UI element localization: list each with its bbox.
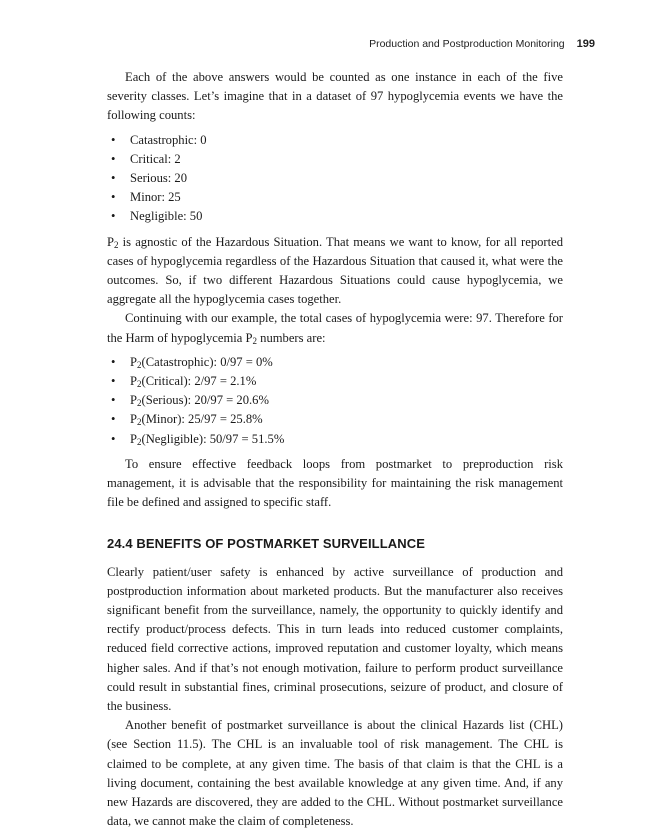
list-item: • $P_2(Negligible)$: 50/97 = 51.5% (107, 430, 563, 449)
list-item: • Minor: 25 (107, 188, 563, 207)
paragraph-intro: Each of the above answers would be counted as one instance in each of the five severity classes. Let’s imagine that in a dataset of 97 hypoglycemia events we have the following counts: (107, 70, 563, 123)
paragraph-chl: Another benefit of postmarket surveillance is about the clinical Hazards list (CHL) (see Section 11.5). The CHL is an invaluable tool of risk management. The CHL is claimed to be complete, at any given time. The basis of that claim is that the CHL is a living document, containing the best available knowledge at any given time. And, if any new Hazards are discovered, they are added to the CHL. Without postmarket surveillance data, we cannot make the claim of completeness. (107, 718, 563, 829)
body-text (107, 68, 563, 831)
running-header (369, 38, 595, 50)
list-item: • $P_2(Critical)$: 2/97 = 2.1% (107, 372, 563, 391)
page-number: 199 (576, 38, 595, 50)
list-item: • Critical: 2 (107, 150, 563, 169)
running-title: Production and Postproduction Monitoring (369, 38, 565, 50)
list-item: • Catastrophic: 0 (107, 131, 563, 150)
paragraph-continuing: Continuing with our example, the total cases of hypoglycemia were: 97. Therefore for the Harm of hypoglycemia $P_2$ numbers are: (107, 311, 563, 346)
paragraph-benefits: Clearly patient/user safety is enhanced by active surveillance of production and postproduction information about marketed products. But the manufacturer also receives significant benefit from the surveillance, namely, the opportunity to quickly identify and rectify product/process defects. This in turn leads into reduced customer complaints, reduced field corrective actions, improved reputation and customer loyalty, which means higher sales. And if that’s not enough motivation, failure to perform product surveillance could result in substantial fines, criminal prosecutions, seizure of product, and closure of the business. (107, 564, 563, 713)
paragraph-feedback-loops: To ensure effective feedback loops from postmarket to preproduction risk management, it is advisable that the responsibility for maintaining the risk management file be defined and assigned to specific staff. (107, 456, 563, 510)
list-item: • Serious: 20 (107, 169, 563, 188)
list-item: • Negligible: 50 (107, 207, 563, 226)
list-item: • $P_2(Serious)$: 20/97 = 20.6% (107, 391, 563, 410)
section-heading: 24.4 BENEFITS OF POSTMARKET SURVEILLANCE (107, 536, 425, 552)
p2-values-list (107, 353, 563, 449)
list-item: • $P_2(Minor)$: 25/97 = 25.8% (107, 410, 563, 429)
list-item: • $P_2(Catastrophic)$: 0/97 = 0% (107, 353, 563, 372)
paragraph-p2-agnostic: $P_2$ is agnostic of the Hazardous Situation. That means we want to know, for all reported cases of hypoglycemia regardless of the Hazardous Situation that caused it, what were the outcomes. So, if two different Hazardous Situations could cause hypoglycemia, we aggregate all the hypoglycemia cases together. (107, 234, 563, 307)
severity-counts-list (107, 131, 563, 227)
